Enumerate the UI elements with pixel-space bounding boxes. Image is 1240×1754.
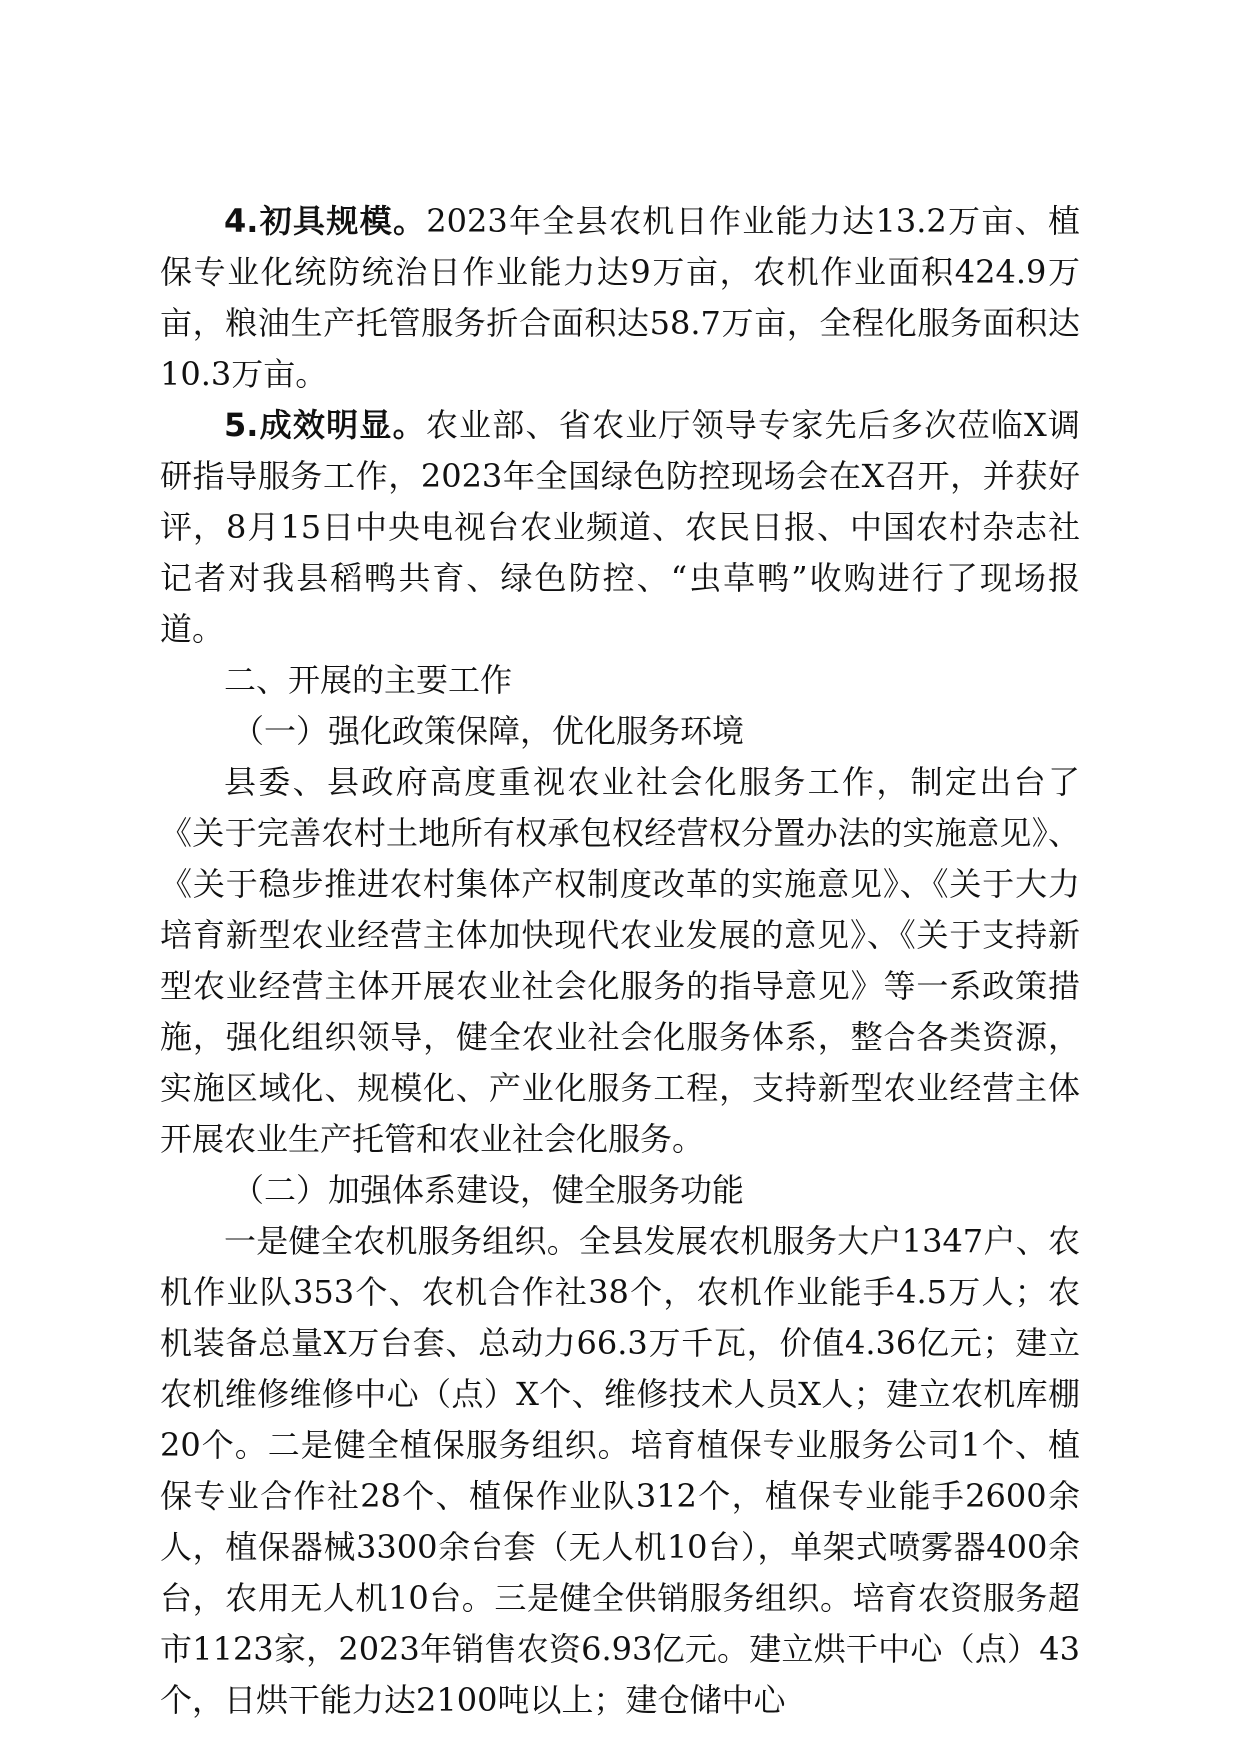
subsection-heading-policy: （一）强化政策保障，优化服务环境 <box>232 712 745 750</box>
paragraph-policy: 县委、县政府高度重视农业社会化服务工作，制定出台了《关于完善农村土地所有权承包权经营权分置办法的实施意见》、《关于稳步推进农村集体产权制度改革的实施意见》、《关于大力培育新型农业经营主体加快现代农业发展的意见》、《关于支持新型农业经营主体开展农业社会化服务的指导意见》等一系政策措施，强化组织领导，健全农业社会化服务体系，整合各类资源，实施区域化、规模化、产业化服务工程，支持新型农业经营主体开展农业生产托管和农业社会化服务。 <box>160 763 1080 1158</box>
paragraph-achievement-5 <box>160 400 1080 655</box>
subsection-heading-system: （二）加强体系建设，健全服务功能 <box>232 1171 745 1209</box>
paragraph-4-body: 2023年全县农机日作业能力达13.2万亩、植保专业化统防统治日作业能力达9万亩，农机作业面积424.9万亩，粮油生产托管服务折合面积达58.7万亩，全程化服务面积达10.3万亩。 <box>160 202 1080 393</box>
section-heading-main-work: 二、开展的主要工作 <box>224 661 513 699</box>
paragraph-4-lead: 4.初具规模。 <box>224 202 427 240</box>
paragraph-system: 一是健全农机服务组织。全县发展农机服务大户1347户、农机作业队353个、农机合作社38个，农机作业能手4.5万人；农机装备总量X万台套、总动力66.3万千瓦，价值4.36亿元；建立农机维修维修中心（点）X个、维修技术人员X人；建立农机库棚20个。二是健全植保服务组织。培育植保专业服务公司1个、植保专业合作社28个、植保作业队312个，植保专业能手2600余人，植保器械3300余台套（无人机10台），单架式喷雾器400余台，农用无人机10台。三是健全供销服务组织。培育农资服务超市1123家，2023年销售农资6.93亿元。建立烘干中心（点）43个，日烘干能力达2100吨以上；建仓储中心 <box>160 1222 1080 1719</box>
paragraph-5-lead: 5.成效明显。 <box>224 406 426 444</box>
paragraph-achievement-4 <box>160 196 1080 400</box>
paragraph-5-body: 农业部、省农业厅领导专家先后多次莅临X调研指导服务工作，2023年全国绿色防控现场会在X召开，并获好评，8月15日中央电视台农业频道、农民日报、中国农村杂志社记者对我县稻鸭共育、绿色防控、“虫草鸭”收购进行了现场报道。 <box>160 406 1080 648</box>
document-page <box>160 196 1080 1726</box>
